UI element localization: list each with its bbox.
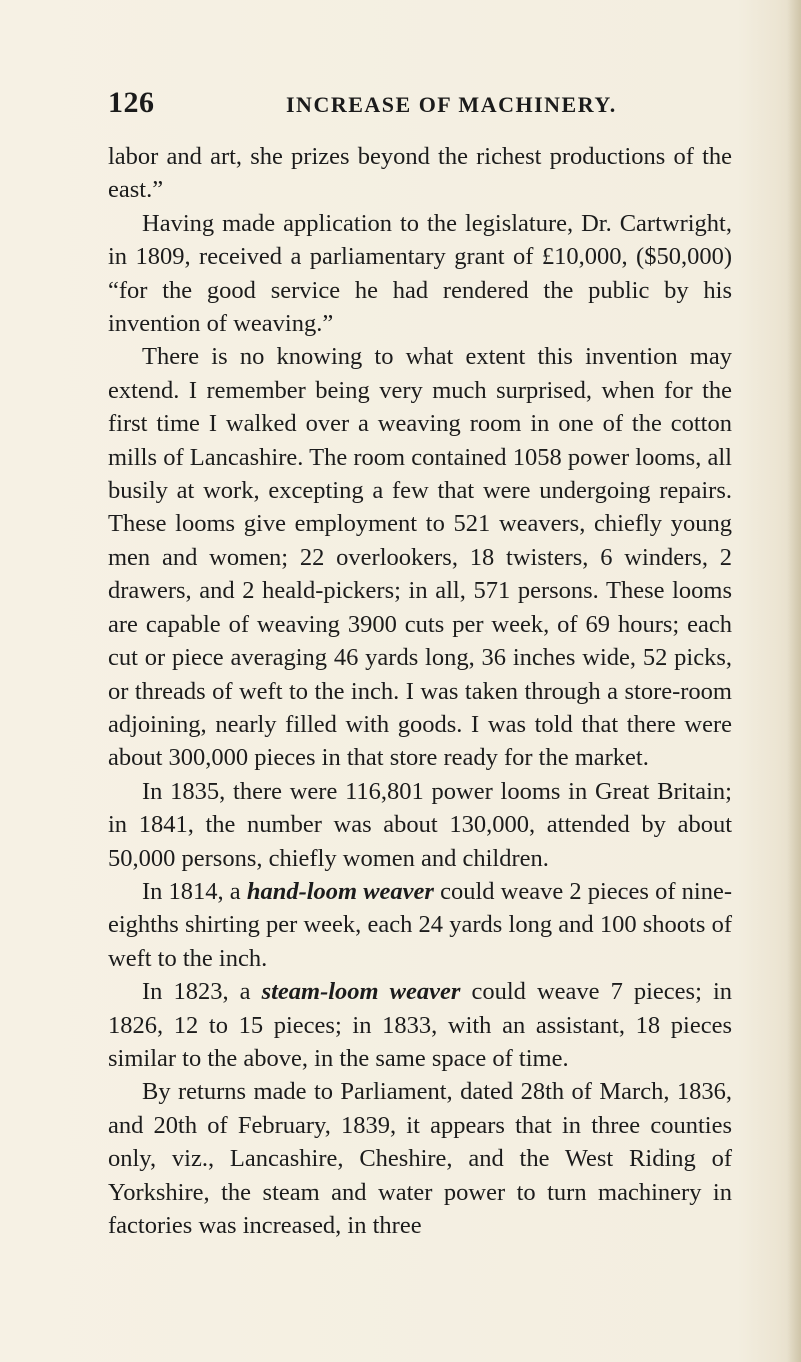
text-run: By returns made to Parliament, dated 28th of March, 1836, and 20th of February, 1839, it appears that in three counties only, viz., Lancashire, Cheshire, and the West Riding of Yorkshire, the steam and water power to turn machinery in factories was increased, in three	[108, 1078, 732, 1239]
italic-term: hand-loom weaver	[246, 877, 434, 905]
paragraph	[108, 207, 732, 341]
paragraph	[108, 975, 732, 1075]
paragraph	[108, 875, 732, 975]
text-run: could weave 2 pieces of nine-eighths shirting per week, each 24 yards long and 100 shoots of weft to the inch.	[108, 877, 732, 972]
text-run: There is no knowing to what extent this invention may extend. I remember being very much surprised, when for the first time I walked over a weaving room in one of the cotton mills of Lancashire. The room contained 1058 power looms, all busily at work, excepting a few that were undergoing repairs. These looms give employment to 521 weavers, chiefly young men and women; 22 overlookers, 18 twisters, 6 winders, 2 drawers, and 2 heald-pickers; in all, 571 persons. These looms are capable of weaving 3900 cuts per week, of 69 hours; each cut or piece averaging 46 yards long, 36 inches wide, 52 picks, or threads of weft to the inch. I was taken through a store-room adjoining, nearly filled with goods. I was told that there were about 300,000 pieces in that store ready for the market.	[108, 343, 732, 772]
paragraph	[108, 775, 732, 875]
text-run: Having made application to the legislature, Dr. Cartwright, in 1809, received a parliamentary grant of £10,000, ($50,000) “for the good service he had rendered the public by his invention of weaving.”	[108, 209, 732, 338]
running-head: INCREASE OF MACHINERY.	[286, 92, 617, 117]
paragraph	[108, 1075, 732, 1242]
paragraph	[108, 340, 732, 774]
text-run: In 1814, a	[142, 877, 247, 905]
text-run: In 1823, a	[142, 978, 262, 1006]
italic-term: steam-loom weaver	[261, 978, 461, 1006]
text-run: could weave 7 pieces; in 1826, 12 to 15 pieces; in 1833, with an assistant, 18 pieces similar to the above, in the same space of time.	[108, 978, 732, 1072]
text-run: labor and art, she prizes beyond the richest productions of the east.”	[108, 143, 732, 204]
page-number: 126	[108, 86, 155, 119]
paragraph	[108, 140, 732, 207]
body-text	[108, 140, 732, 1242]
page-header	[108, 86, 728, 120]
page-edge-shadow	[787, 0, 801, 1362]
text-run: In 1835, there were 116,801 power looms in Great Britain; in 1841, the number was about 130,000, attended by about 50,000 persons, chiefly women and children.	[108, 777, 732, 872]
